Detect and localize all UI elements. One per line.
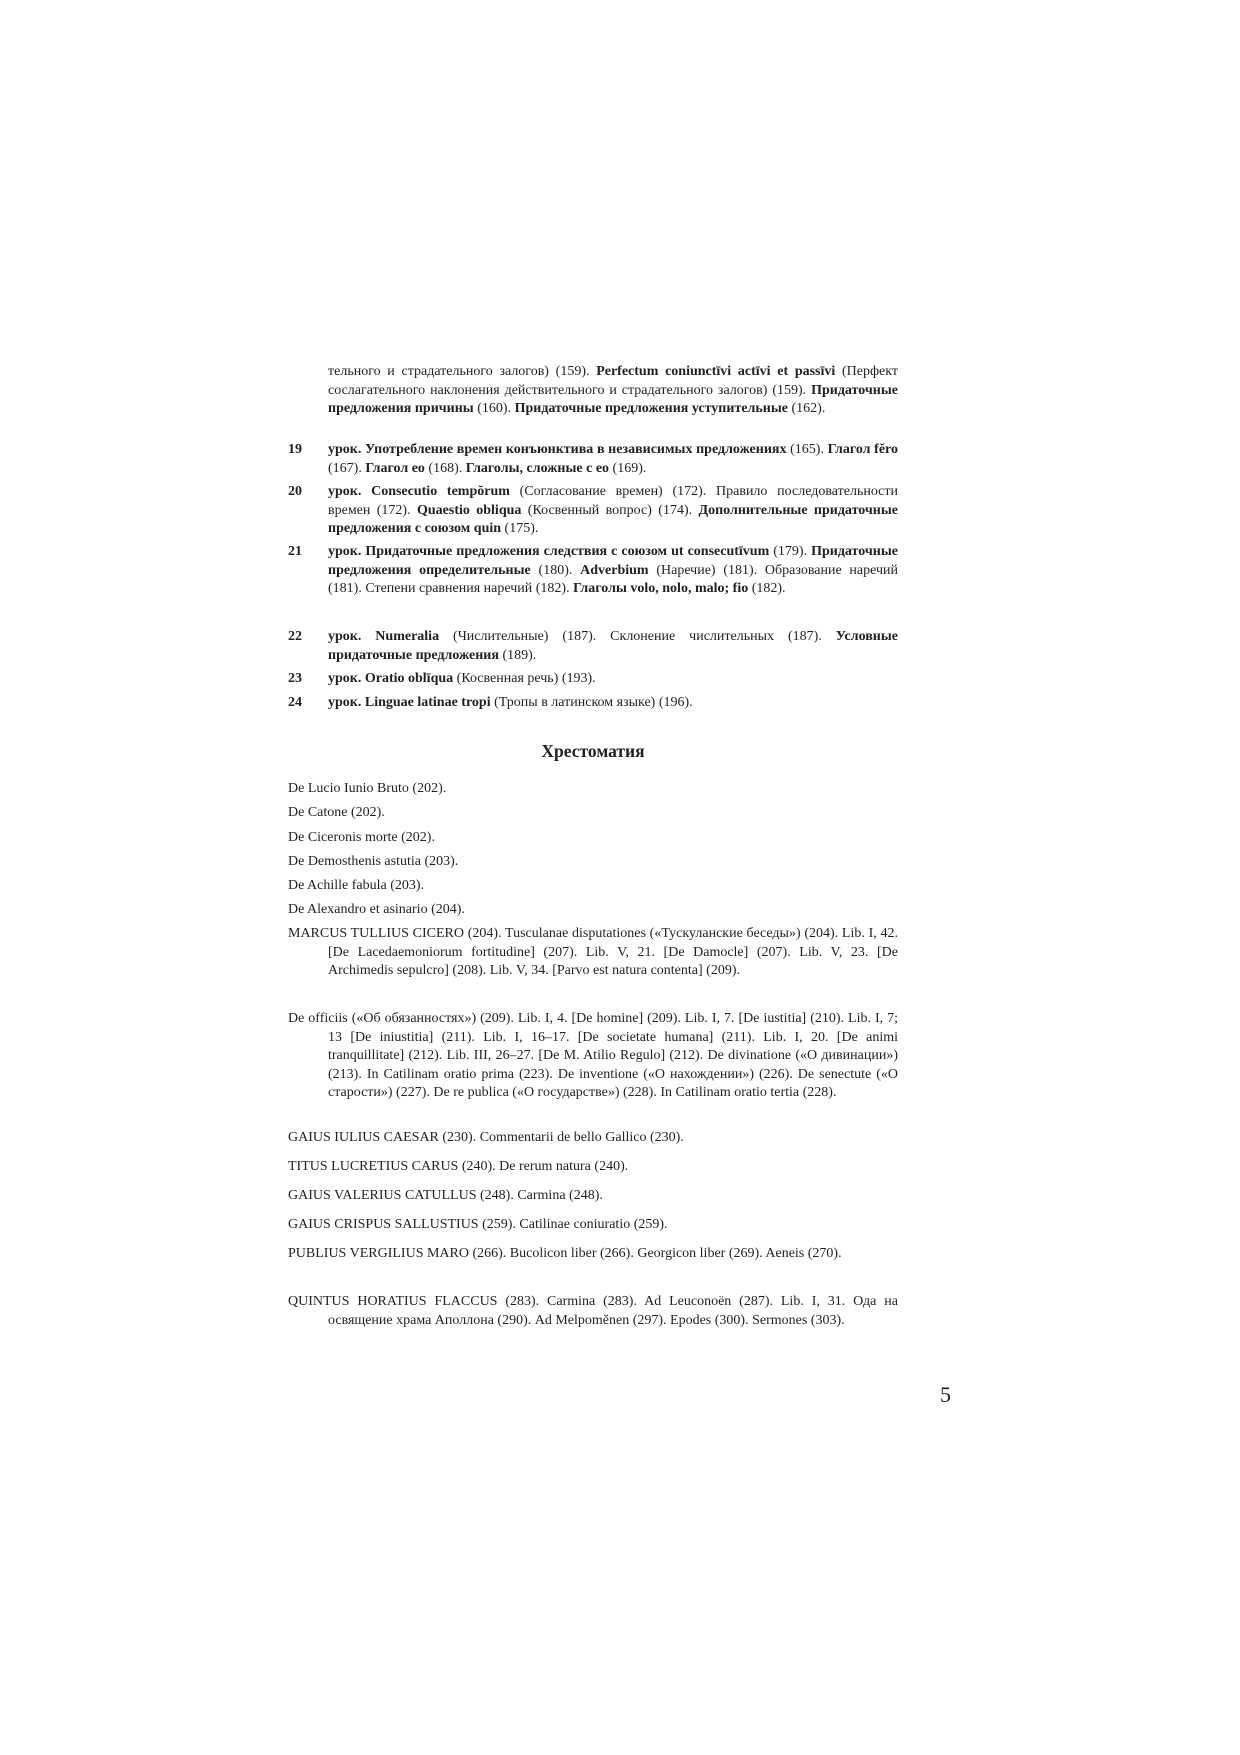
anthology-entry: GAIUS VALERIUS CATULLUS (248). Carmina (248). (288, 1188, 603, 1203)
bold-run: Придаточные предложения уступительные (514, 401, 789, 417)
text-run: тельного и страдательного залогов) (159). (328, 364, 597, 379)
text-run: (Тропы в латинском языке) (196). (490, 695, 693, 710)
text-run: (Числительные) (187). Склонение числительных (187). (439, 629, 836, 644)
bold-run: Глаголы volo, nolo, malo; fio (573, 581, 749, 597)
text-run: (179). (769, 544, 812, 559)
bold-run: урок. Употребление времен конъюнктива в независимых предложениях (328, 442, 787, 457)
bold-run: урок. Придаточные предложения следствия с союзом ut consecutīvum (328, 544, 770, 559)
text-run: (182). (748, 581, 786, 597)
bold-run: Придаточные предложения определительные (328, 544, 898, 578)
lesson-number: 20 (288, 484, 302, 499)
text-run: (Наречие) (181). Образование наречий (181). Степени сравнения наречий (182). (328, 562, 899, 597)
lesson-number: 23 (288, 671, 302, 686)
anthology-entry: GAIUS IULIUS CAESAR (230). Commentarii de bello Gallico (230). (288, 1130, 684, 1145)
text-run: (Согласование времен) (172). Правило последовательности времен (172). (328, 484, 898, 518)
anthology-entry: De Lucio Iunio Bruto (202). (288, 781, 447, 796)
section-heading: Хрестоматия (541, 741, 645, 761)
bold-run: Глагол fĕro (827, 442, 899, 457)
lesson-number: 22 (288, 629, 302, 644)
lesson-entry (328, 694, 898, 713)
lesson-entry (328, 441, 898, 478)
anthology-entry: PUBLIUS VERGILIUS MARO (266). Bucolicon liber (266). Georgicon liber (269). Aeneis (270). (288, 1246, 842, 1261)
anthology-entry: De Catone (202). (288, 805, 385, 820)
text-run: (160). (473, 401, 515, 417)
bold-run: Adverbium (580, 562, 649, 578)
page-number: 5 (940, 1382, 951, 1407)
text-run: (169). (609, 460, 647, 476)
text-run: (162). (788, 401, 826, 417)
bold-run: Глагол eo (365, 460, 425, 476)
anthology-entry: QUINTUS HORATIUS FLACCUS (283). Carmina (283). Ad Leuconoën (287). Lib. I, 31. Ода на освящение храма Аполлона (290). Ad Melpomĕnen (297). Epodes (300). Sermones (303). (288, 1294, 898, 1328)
bold-run: урок. Oratio oblīqua (328, 671, 454, 686)
lesson-number: 19 (288, 442, 302, 457)
anthology-entry: MARCUS TULLIUS CICERO (204). Tusculanae disputationes («Тускуланские беседы») (204). Lib. I, 42. [De Lacedaemoniorum fortitudine] (207). Lib. V, 21. [De Damocle] (207). Lib. V, 23. [De Archimedis sepulcro] (208). Lib. V, 34. [Parvo est natura contenta] (209). (288, 926, 898, 979)
anthology-entry: De officiis («Об обязанностях») (209). Lib. I, 4. [De homine] (209). Lib. I, 7. [De iustitia] (210). Lib. I, 7; 13 [De iniustitia] (211). Lib. I, 16–17. [De societate humana] (211). Lib. I, 20. [De animi tranquillitate] (212). Lib. III, 26–27. [De M. Atilio Regulo] (212). De divinatione («О дивинации») (213). In Catilinam oratio prima (223). De inventione («О нахождении») (226). De senectute («О старости») (227). De re publica («О государстве») (228). In Catilinam oratio tertia (228). (288, 1011, 898, 1101)
lesson-entry (328, 670, 898, 689)
anthology-entry: TITUS LUCRETIUS CARUS (240). De rerum natura (240). (288, 1159, 629, 1174)
lesson-entry (328, 543, 898, 599)
bold-run: урок. Consecutio tempŏrum (328, 484, 510, 499)
text-run: (175). (501, 521, 539, 537)
bold-run: Глаголы, сложные с eo (465, 460, 610, 476)
continuation-paragraph (328, 363, 898, 419)
text-run: (168). (424, 460, 466, 476)
anthology-entry: GAIUS CRISPUS SALLUSTIUS (259). Catilinae coniuratio (259). (288, 1217, 668, 1232)
bold-run: Условные придаточные предложения (328, 629, 898, 663)
anthology-entry: De Ciceronis morte (202). (288, 830, 435, 845)
lesson-number: 21 (288, 544, 302, 559)
bold-run: Perfectum coniunctīvi actīvi et passīvi (596, 364, 836, 379)
bold-run: Придаточные предложения причины (328, 382, 898, 417)
anthology-entry: De Alexandro et asinario (204). (288, 902, 465, 917)
text-run: (167). (328, 460, 366, 476)
lesson-entry (328, 628, 898, 665)
text-run: (189). (498, 647, 537, 663)
text-run: (165). (786, 442, 828, 457)
lesson-entry (328, 483, 898, 539)
anthology-entry: De Demosthenis astutia (203). (288, 854, 459, 869)
bold-run: Дополнительные придаточные предложения с союзом quin (328, 502, 899, 537)
text-run: (180). (530, 562, 581, 578)
text-run: (Косвенная речь) (193). (453, 671, 596, 686)
bold-run: Quaestio obliqua (416, 502, 522, 518)
anthology-entry: De Achille fabula (203). (288, 878, 425, 893)
text-run: (Перфект сослагательного наклонения действительного и страдательного залогов) (159). (328, 364, 898, 398)
text-run: (Косвенный вопрос) (174). (521, 502, 699, 518)
bold-run: урок. Numeralia (328, 629, 440, 644)
lesson-number: 24 (288, 695, 302, 710)
bold-run: урок. Linguae latinae tropi (328, 695, 491, 710)
